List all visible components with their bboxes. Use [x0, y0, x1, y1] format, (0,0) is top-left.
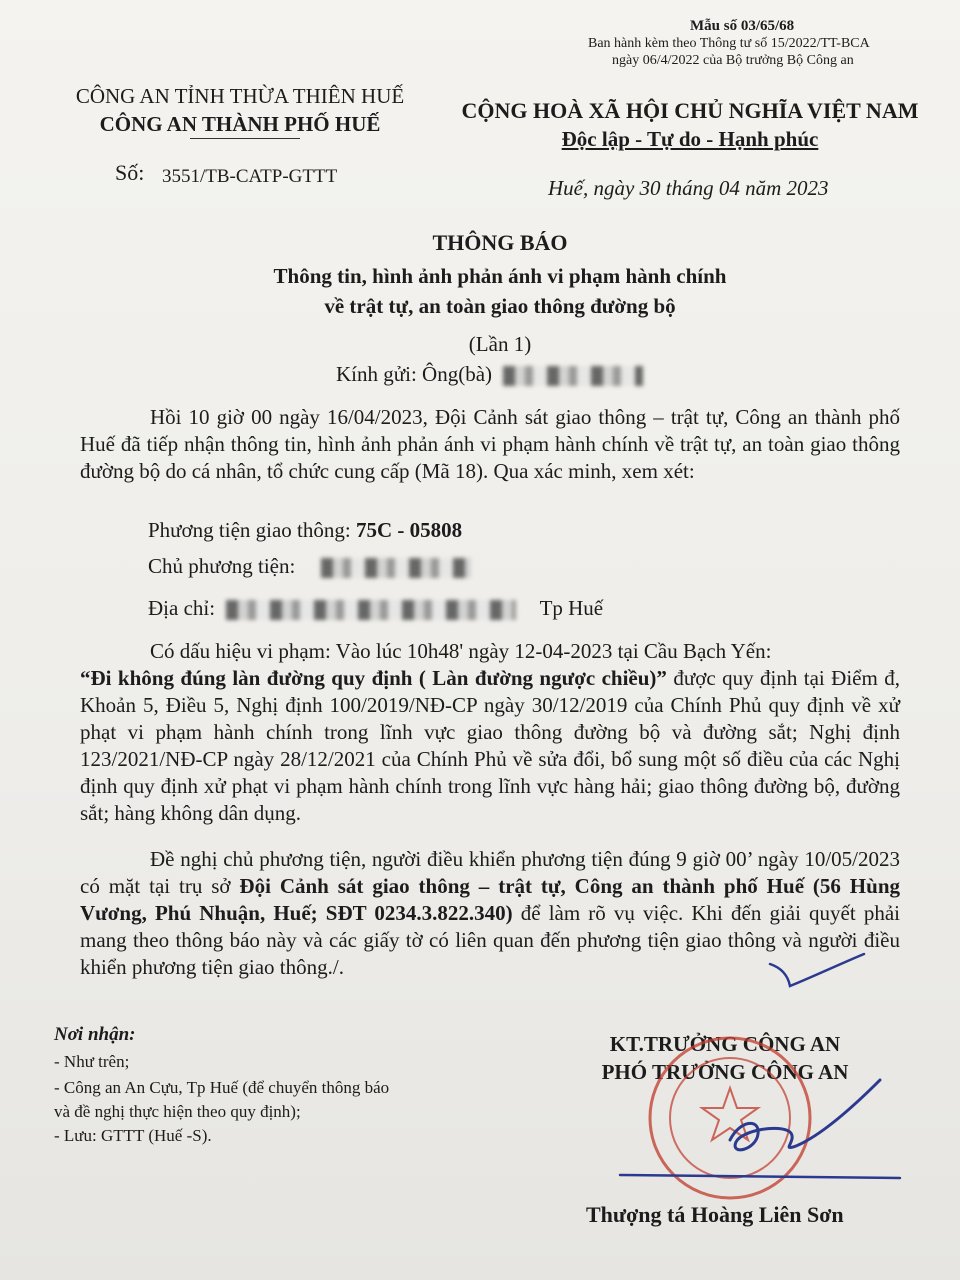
request-rest: để làm rõ vụ việc. Khi đến giải quyết phải mang theo thông báo này và các giấy tờ có liên quan đến phương tiện giao thông và người điều khiển phương tiện giao thông./. [80, 901, 900, 979]
signature-line-1: KT.TRƯỞNG CÔNG AN [609, 1032, 841, 1056]
nation-motto: Độc lập - Tự do - Hạnh phúc [561, 127, 819, 151]
violation-name: “Đi không đúng làn đường quy định ( Làn đường ngược chiều)” [80, 666, 667, 690]
address-city: Tp Huế [539, 596, 604, 620]
notice-subtitle-1: Thông tin, hình ảnh phản ánh vi phạm hành chính [273, 264, 727, 288]
recipient-item-3: - Lưu: GTTT (Huế -S). [54, 1126, 212, 1145]
recipient-item-1: - Như trên; [54, 1052, 130, 1071]
doc-number: 3551/TB-CATP-GTTT [162, 166, 338, 187]
agency-parent: CÔNG AN TỈNH THỪA THIÊN HUẾ [75, 84, 405, 108]
vehicle-plate: 75C - 05808 [355, 518, 463, 542]
place-date: Huế, ngày 30 tháng 04 năm 2023 [548, 176, 829, 200]
recipients-title: Nơi nhận: [54, 1024, 136, 1045]
redacted-name [503, 366, 643, 386]
request-prefix: Đề nghị chủ phương tiện, người điều khiển phương tiện đúng 9 giờ 00’ ngày 10/05/2023 có mặt tại trụ sở [80, 847, 900, 898]
violation-rest: được quy định tại Điểm đ, Khoản 5, Điều 5, Nghị định 100/2019/NĐ-CP ngày 30/12/2019 của Chính Phủ quy định về xử phạt vi phạm hành chính trong lĩnh vực giao thông đường bộ và đường sắt; Nghị định 123/2021/NĐ-CP ngày 28/12/2021 của Chính Phủ về sửa đổi, bổ sung một số điều của các Nghị định quy định xử phạt vi phạm hành chính trong lĩnh vực hàng hải; giao thông đường bộ, đường sắt; hàng không dân dụng. [80, 666, 900, 825]
intro-paragraph: Hồi 10 giờ 00 ngày 16/04/2023, Đội Cảnh sát giao thông – trật tự, Công an thành phố Huế đã tiếp nhận thông tin, hình ảnh phản ánh vi phạm hành chính về trật tự, an toàn giao thông đường bộ do cá nhân, tổ chức cung cấp (Mã 18). Qua xác minh, xem xét: [80, 405, 900, 483]
signer-name: Thượng tá Hoàng Liên Sơn [586, 1202, 844, 1227]
address-label: Địa chỉ: [148, 596, 216, 620]
nation-name: CỘNG HOÀ XÃ HỘI CHỦ NGHĨA VIỆT NAM [461, 98, 919, 123]
owner-line [148, 554, 471, 579]
owner-label: Chủ phương tiện: [148, 554, 296, 578]
form-code: Mẫu số 03/65/68 [690, 18, 795, 34]
violation-paragraph [80, 638, 900, 827]
ink-tick-mark [760, 950, 870, 990]
recipient-label: Kính gửi: Ông(bà) [336, 362, 493, 386]
recipient-item-2b: và đề nghị thực hiện theo quy định); [54, 1102, 301, 1121]
request-bold: Đội Cảnh sát giao thông – trật tự, Công an thành phố Huế (56 Hùng Vương, Phú Nhuận, Huế; SĐT 0234.3.822.340) [80, 874, 901, 925]
handwritten-signature [610, 1060, 910, 1190]
form-issued-line1: Ban hành kèm theo Thông tư số 15/2022/TT-BCA [588, 36, 870, 51]
notice-subtitle-2: về trật tự, an toàn giao thông đường bộ [324, 294, 676, 318]
recipient-line [336, 362, 643, 387]
redacted-address [226, 600, 516, 620]
agency-name: CÔNG AN THÀNH PHỐ HUẾ [99, 112, 381, 136]
redacted-owner [321, 558, 471, 578]
address-line [148, 596, 603, 621]
vehicle-line [148, 518, 462, 543]
signature-line-2: PHÓ TRƯỞNG CÔNG AN [601, 1060, 849, 1084]
form-issued-line2: ngày 06/4/2022 của Bộ trưởng Bộ Công an [612, 53, 854, 68]
notice-round: (Lần 1) [468, 332, 532, 356]
vehicle-label: Phương tiện giao thông: [148, 518, 351, 542]
violation-prefix: Có dấu hiệu vi phạm: Vào lúc 10h48' ngày 12-04-2023 tại Cầu Bạch Yến: [150, 639, 772, 663]
doc-number-label: Số: [115, 160, 145, 185]
agency-underline [190, 138, 300, 139]
recipient-item-2a: - Công an An Cựu, Tp Huế (để chuyển thông báo [54, 1078, 390, 1097]
notice-title: THÔNG BÁO [432, 230, 568, 255]
